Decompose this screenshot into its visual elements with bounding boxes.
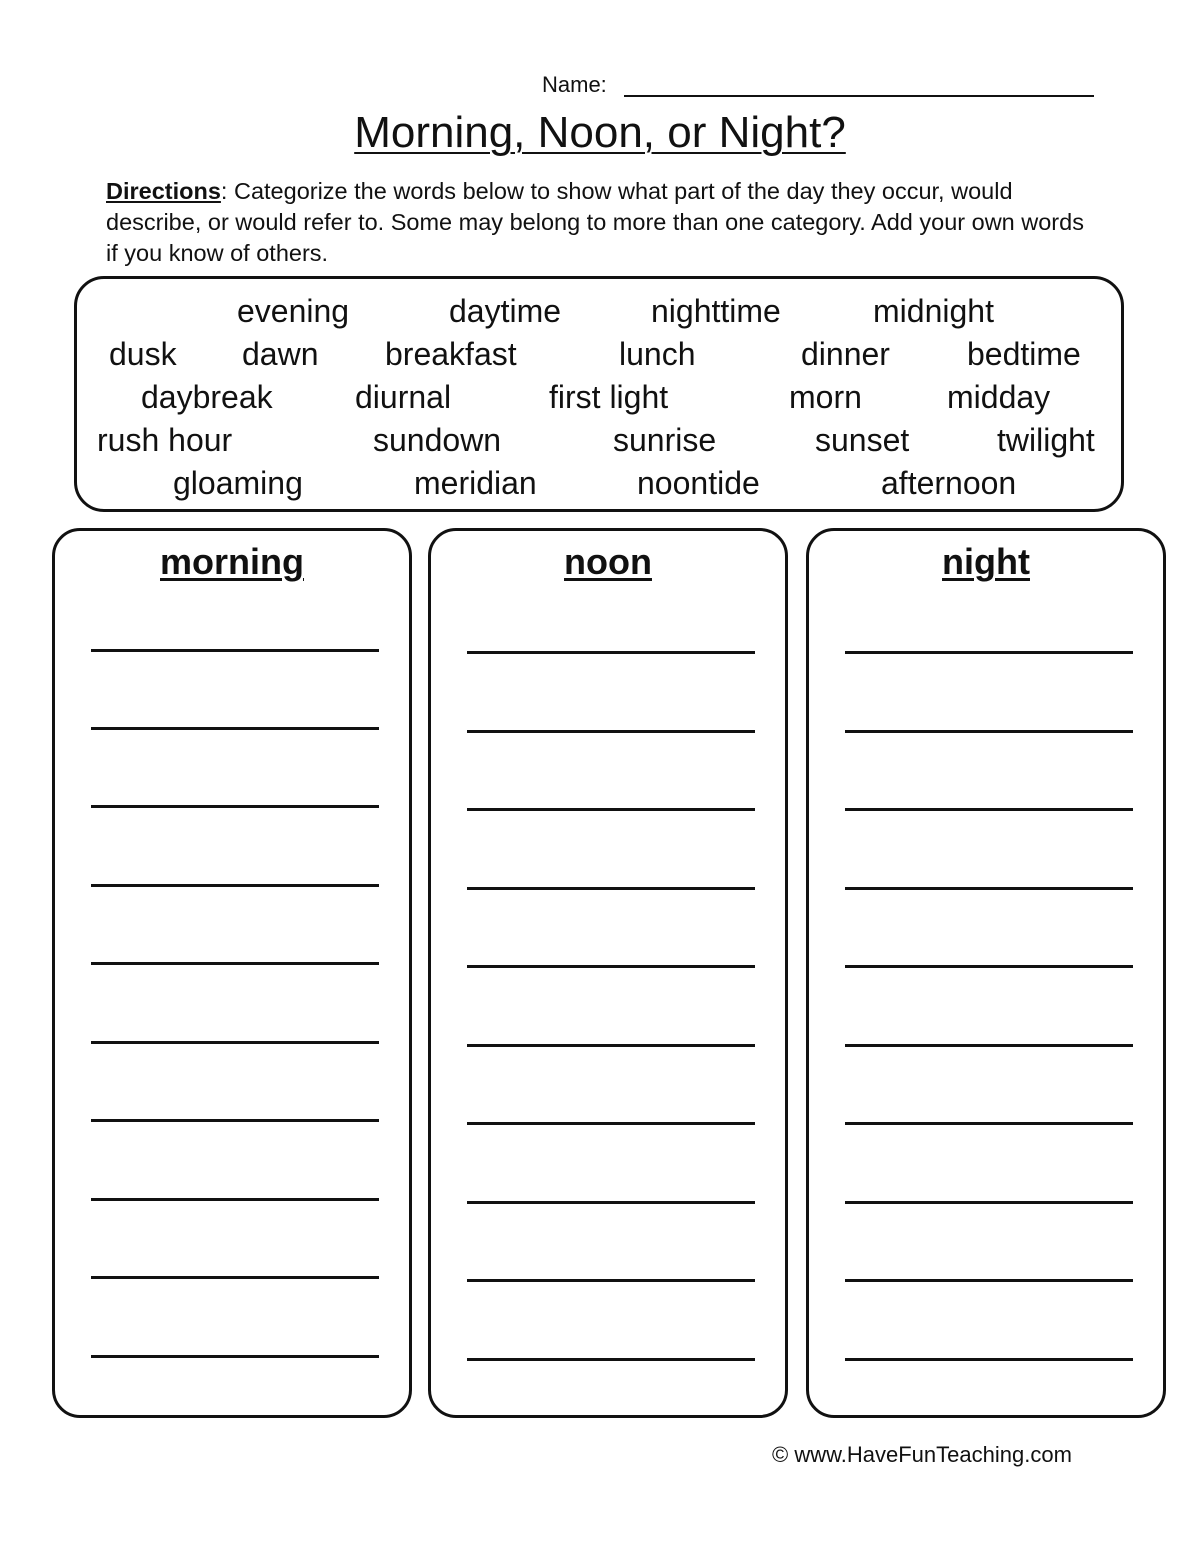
word-bank-word: evening (237, 293, 350, 329)
name-field[interactable] (624, 95, 1094, 97)
answer-line[interactable] (845, 887, 1133, 890)
column-title: morning (160, 541, 304, 582)
answer-line[interactable] (845, 808, 1133, 811)
name-label: Name: (542, 72, 607, 97)
word-bank-word: dawn (242, 336, 319, 372)
directions-label: Directions (106, 178, 221, 204)
word-bank-word: dinner (801, 336, 890, 372)
word-bank-word: meridian (414, 465, 537, 501)
answer-line[interactable] (845, 1201, 1133, 1204)
answer-line[interactable] (467, 730, 755, 733)
answer-line[interactable] (467, 1279, 755, 1282)
answer-line[interactable] (91, 805, 379, 808)
answer-line[interactable] (91, 884, 379, 887)
word-bank-word: bedtime (967, 336, 1081, 372)
answer-line[interactable] (845, 1122, 1133, 1125)
word-bank-word: noontide (637, 465, 760, 501)
answer-line[interactable] (467, 808, 755, 811)
answer-line[interactable] (467, 1044, 755, 1047)
word-bank-word: morn (789, 379, 862, 415)
answer-line[interactable] (467, 1122, 755, 1125)
column-noon (428, 528, 788, 1418)
answer-line[interactable] (845, 651, 1133, 654)
word-bank-word: sunrise (613, 422, 717, 458)
directions (106, 176, 1096, 269)
word-bank-word: rush hour (97, 422, 233, 458)
answer-line[interactable] (845, 730, 1133, 733)
answer-line[interactable] (91, 1198, 379, 1201)
word-bank-word: twilight (997, 422, 1095, 458)
word-bank-word: daybreak (141, 379, 273, 415)
answer-line[interactable] (845, 965, 1133, 968)
column-morning (52, 528, 412, 1418)
copyright-notice: © www.HaveFunTeaching.com (772, 1442, 1072, 1467)
word-bank-word: sundown (373, 422, 502, 458)
word-bank-word: sunset (815, 422, 910, 458)
answer-line[interactable] (845, 1044, 1133, 1047)
word-bank-word: nighttime (651, 293, 781, 329)
column-night (806, 528, 1166, 1418)
answer-line[interactable] (91, 1276, 379, 1279)
word-bank-word: midnight (873, 293, 994, 329)
word-bank-word: afternoon (881, 465, 1017, 501)
answer-line[interactable] (845, 1279, 1133, 1282)
column-title: night (942, 541, 1030, 582)
answer-line[interactable] (91, 1355, 379, 1358)
word-bank-word: lunch (619, 336, 696, 372)
answer-line[interactable] (467, 965, 755, 968)
answer-line[interactable] (845, 1358, 1133, 1361)
answer-line[interactable] (91, 1119, 379, 1122)
word-bank-word: dusk (109, 336, 177, 372)
answer-line[interactable] (91, 649, 379, 652)
word-bank-word: daytime (449, 293, 562, 329)
answer-line[interactable] (91, 962, 379, 965)
directions-text: : Categorize the words below to show what part of the day they occur, would describe, or would refer to. Some may belong to more than one category. Add your own words if you know of others. (106, 178, 1084, 266)
word-bank-word: diurnal (355, 379, 452, 415)
answer-line[interactable] (467, 1358, 755, 1361)
answer-line[interactable] (467, 1201, 755, 1204)
word-bank-word: first light (549, 379, 669, 415)
column-title: noon (564, 541, 652, 582)
word-bank-word: gloaming (173, 465, 303, 501)
word-bank-word: breakfast (385, 336, 517, 372)
word-bank-word: midday (947, 379, 1051, 415)
answer-line[interactable] (91, 1041, 379, 1044)
answer-line[interactable] (91, 727, 379, 730)
answer-line[interactable] (467, 887, 755, 890)
word-bank (74, 276, 1124, 512)
page-title: Morning, Noon, or Night? (354, 108, 846, 157)
answer-line[interactable] (467, 651, 755, 654)
